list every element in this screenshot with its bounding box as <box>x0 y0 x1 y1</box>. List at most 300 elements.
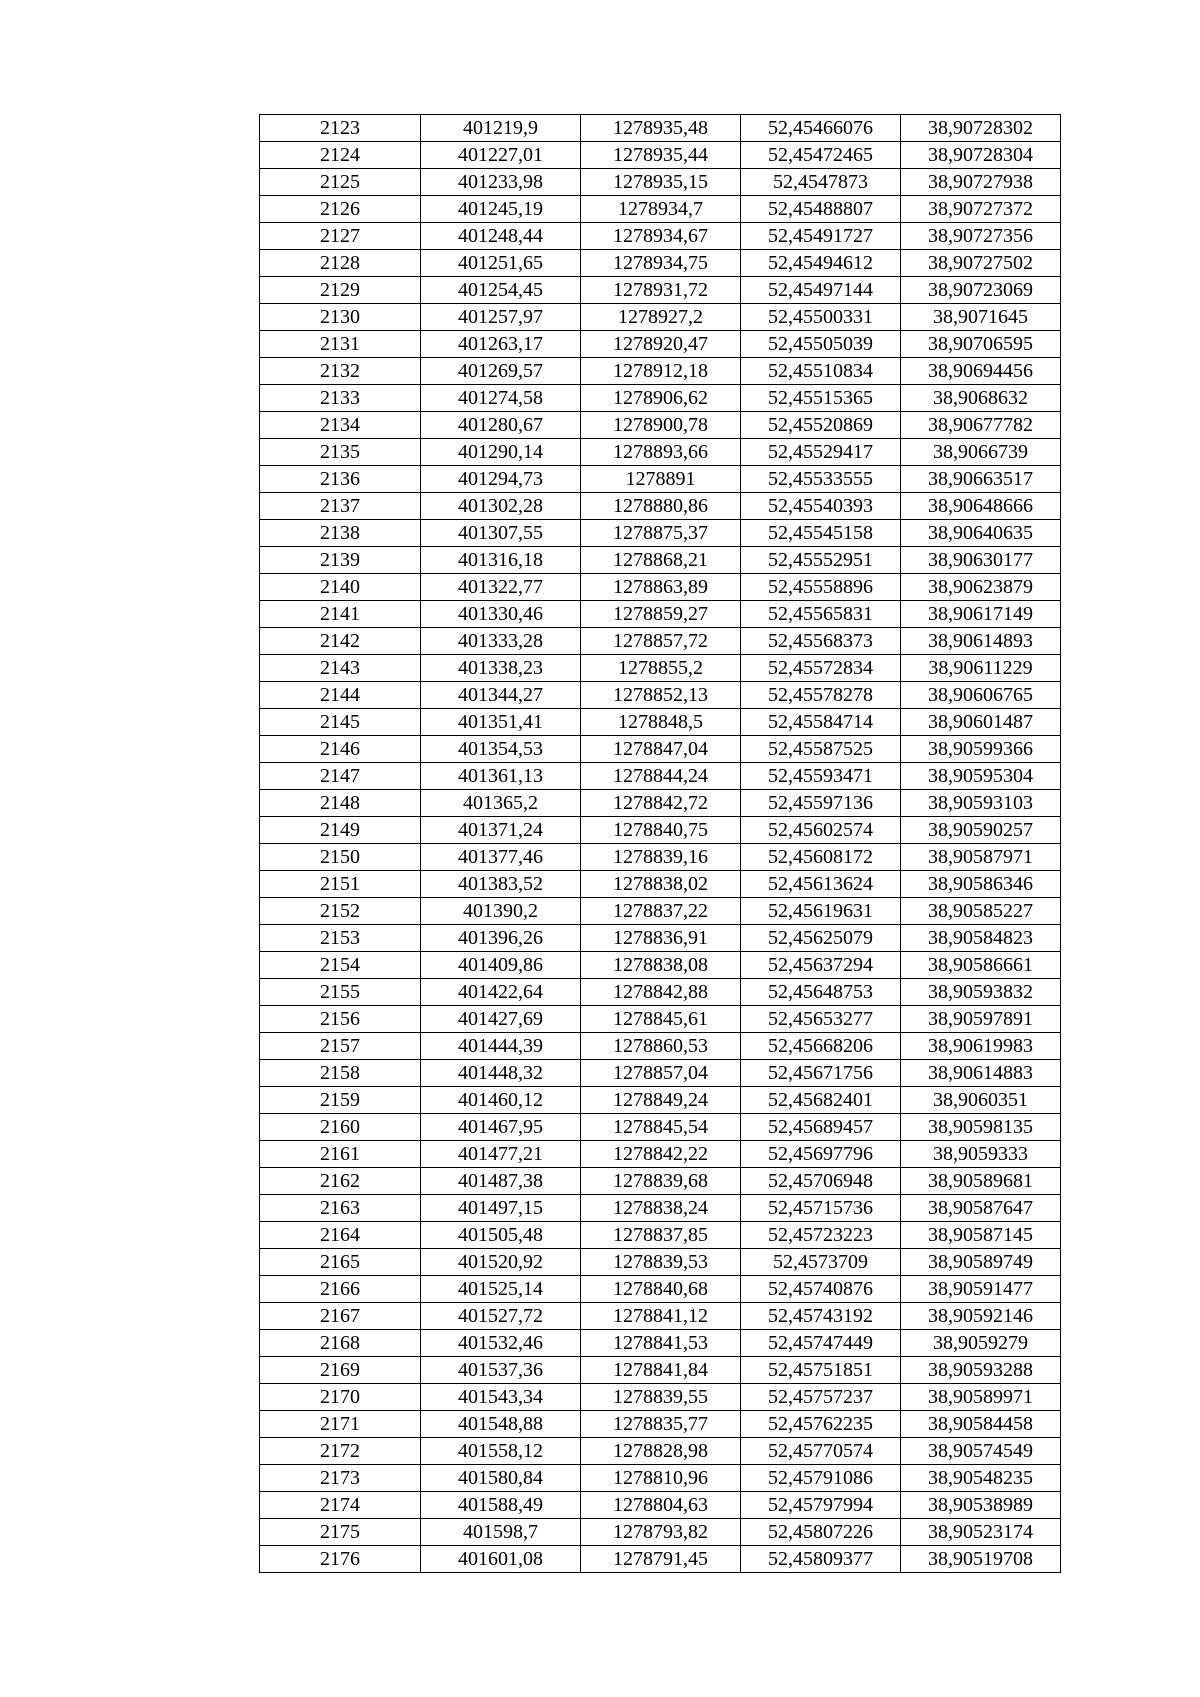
latitude-cell: 52,45515365 <box>741 385 901 412</box>
longitude-cell: 38,90727938 <box>901 169 1061 196</box>
longitude-cell: 38,90587971 <box>901 844 1061 871</box>
longitude-cell: 38,90587647 <box>901 1195 1061 1222</box>
longitude-cell: 38,90723069 <box>901 277 1061 304</box>
table-row <box>260 1519 1061 1546</box>
point-number-cell: 2133 <box>260 385 421 412</box>
latitude-cell: 52,45791086 <box>741 1465 901 1492</box>
point-number-cell: 2170 <box>260 1384 421 1411</box>
table-row <box>260 628 1061 655</box>
longitude-cell: 38,90586346 <box>901 871 1061 898</box>
table-row <box>260 1438 1061 1465</box>
point-number-cell: 2146 <box>260 736 421 763</box>
longitude-cell: 38,90728304 <box>901 142 1061 169</box>
y-coordinate-cell: 1278845,54 <box>581 1114 741 1141</box>
longitude-cell: 38,9071645 <box>901 304 1061 331</box>
x-coordinate-cell: 401257,97 <box>421 304 581 331</box>
x-coordinate-cell: 401294,73 <box>421 466 581 493</box>
x-coordinate-cell: 401371,24 <box>421 817 581 844</box>
point-number-cell: 2168 <box>260 1330 421 1357</box>
table-row <box>260 196 1061 223</box>
x-coordinate-cell: 401460,12 <box>421 1087 581 1114</box>
longitude-cell: 38,90599366 <box>901 736 1061 763</box>
y-coordinate-cell: 1278859,27 <box>581 601 741 628</box>
y-coordinate-cell: 1278841,12 <box>581 1303 741 1330</box>
y-coordinate-cell: 1278837,85 <box>581 1222 741 1249</box>
latitude-cell: 52,45488807 <box>741 196 901 223</box>
table-row <box>260 979 1061 1006</box>
table-row <box>260 1492 1061 1519</box>
table-row <box>260 1384 1061 1411</box>
x-coordinate-cell: 401233,98 <box>421 169 581 196</box>
table-row <box>260 952 1061 979</box>
x-coordinate-cell: 401467,95 <box>421 1114 581 1141</box>
longitude-cell: 38,90648666 <box>901 493 1061 520</box>
latitude-cell: 52,45584714 <box>741 709 901 736</box>
point-number-cell: 2160 <box>260 1114 421 1141</box>
table-row <box>260 277 1061 304</box>
longitude-cell: 38,90538989 <box>901 1492 1061 1519</box>
point-number-cell: 2153 <box>260 925 421 952</box>
x-coordinate-cell: 401338,23 <box>421 655 581 682</box>
x-coordinate-cell: 401377,46 <box>421 844 581 871</box>
table-row <box>260 925 1061 952</box>
latitude-cell: 52,4547873 <box>741 169 901 196</box>
table-row <box>260 1249 1061 1276</box>
y-coordinate-cell: 1278835,77 <box>581 1411 741 1438</box>
y-coordinate-cell: 1278841,53 <box>581 1330 741 1357</box>
x-coordinate-cell: 401269,57 <box>421 358 581 385</box>
latitude-cell: 52,45491727 <box>741 223 901 250</box>
point-number-cell: 2139 <box>260 547 421 574</box>
y-coordinate-cell: 1278934,7 <box>581 196 741 223</box>
y-coordinate-cell: 1278840,68 <box>581 1276 741 1303</box>
point-number-cell: 2161 <box>260 1141 421 1168</box>
point-number-cell: 2141 <box>260 601 421 628</box>
y-coordinate-cell: 1278934,67 <box>581 223 741 250</box>
longitude-cell: 38,90585227 <box>901 898 1061 925</box>
x-coordinate-cell: 401390,2 <box>421 898 581 925</box>
table-row <box>260 1411 1061 1438</box>
y-coordinate-cell: 1278852,13 <box>581 682 741 709</box>
point-number-cell: 2173 <box>260 1465 421 1492</box>
point-number-cell: 2163 <box>260 1195 421 1222</box>
x-coordinate-cell: 401290,14 <box>421 439 581 466</box>
latitude-cell: 52,45751851 <box>741 1357 901 1384</box>
table-row <box>260 601 1061 628</box>
table-row <box>260 358 1061 385</box>
latitude-cell: 52,45648753 <box>741 979 901 1006</box>
x-coordinate-cell: 401365,2 <box>421 790 581 817</box>
x-coordinate-cell: 401444,39 <box>421 1033 581 1060</box>
table-row <box>260 520 1061 547</box>
longitude-cell: 38,90614883 <box>901 1060 1061 1087</box>
x-coordinate-cell: 401227,01 <box>421 142 581 169</box>
latitude-cell: 52,45472465 <box>741 142 901 169</box>
y-coordinate-cell: 1278848,5 <box>581 709 741 736</box>
y-coordinate-cell: 1278793,82 <box>581 1519 741 1546</box>
longitude-cell: 38,90519708 <box>901 1546 1061 1573</box>
y-coordinate-cell: 1278935,48 <box>581 115 741 142</box>
y-coordinate-cell: 1278855,2 <box>581 655 741 682</box>
y-coordinate-cell: 1278828,98 <box>581 1438 741 1465</box>
longitude-cell: 38,90727502 <box>901 250 1061 277</box>
longitude-cell: 38,90630177 <box>901 547 1061 574</box>
y-coordinate-cell: 1278840,75 <box>581 817 741 844</box>
longitude-cell: 38,90586661 <box>901 952 1061 979</box>
y-coordinate-cell: 1278935,15 <box>581 169 741 196</box>
point-number-cell: 2129 <box>260 277 421 304</box>
coordinates-table-body <box>260 115 1061 1573</box>
latitude-cell: 52,45625079 <box>741 925 901 952</box>
x-coordinate-cell: 401520,92 <box>421 1249 581 1276</box>
x-coordinate-cell: 401280,67 <box>421 412 581 439</box>
latitude-cell: 52,45715736 <box>741 1195 901 1222</box>
x-coordinate-cell: 401344,27 <box>421 682 581 709</box>
table-row <box>260 1114 1061 1141</box>
point-number-cell: 2137 <box>260 493 421 520</box>
x-coordinate-cell: 401505,48 <box>421 1222 581 1249</box>
longitude-cell: 38,90584458 <box>901 1411 1061 1438</box>
y-coordinate-cell: 1278857,04 <box>581 1060 741 1087</box>
longitude-cell: 38,9068632 <box>901 385 1061 412</box>
y-coordinate-cell: 1278841,84 <box>581 1357 741 1384</box>
longitude-cell: 38,90606765 <box>901 682 1061 709</box>
longitude-cell: 38,90595304 <box>901 763 1061 790</box>
longitude-cell: 38,90589681 <box>901 1168 1061 1195</box>
y-coordinate-cell: 1278934,75 <box>581 250 741 277</box>
x-coordinate-cell: 401601,08 <box>421 1546 581 1573</box>
y-coordinate-cell: 1278839,16 <box>581 844 741 871</box>
x-coordinate-cell: 401598,7 <box>421 1519 581 1546</box>
table-row <box>260 385 1061 412</box>
table-row <box>260 1006 1061 1033</box>
y-coordinate-cell: 1278839,55 <box>581 1384 741 1411</box>
longitude-cell: 38,90617149 <box>901 601 1061 628</box>
point-number-cell: 2128 <box>260 250 421 277</box>
table-row <box>260 250 1061 277</box>
point-number-cell: 2158 <box>260 1060 421 1087</box>
longitude-cell: 38,9066739 <box>901 439 1061 466</box>
y-coordinate-cell: 1278893,66 <box>581 439 741 466</box>
longitude-cell: 38,90727356 <box>901 223 1061 250</box>
latitude-cell: 52,45807226 <box>741 1519 901 1546</box>
latitude-cell: 52,45565831 <box>741 601 901 628</box>
x-coordinate-cell: 401274,58 <box>421 385 581 412</box>
point-number-cell: 2172 <box>260 1438 421 1465</box>
longitude-cell: 38,90574549 <box>901 1438 1061 1465</box>
table-row <box>260 736 1061 763</box>
y-coordinate-cell: 1278842,22 <box>581 1141 741 1168</box>
table-row <box>260 547 1061 574</box>
x-coordinate-cell: 401316,18 <box>421 547 581 574</box>
table-row <box>260 1222 1061 1249</box>
x-coordinate-cell: 401322,77 <box>421 574 581 601</box>
longitude-cell: 38,90597891 <box>901 1006 1061 1033</box>
latitude-cell: 52,45497144 <box>741 277 901 304</box>
x-coordinate-cell: 401448,32 <box>421 1060 581 1087</box>
x-coordinate-cell: 401497,15 <box>421 1195 581 1222</box>
y-coordinate-cell: 1278849,24 <box>581 1087 741 1114</box>
x-coordinate-cell: 401361,13 <box>421 763 581 790</box>
latitude-cell: 52,45637294 <box>741 952 901 979</box>
y-coordinate-cell: 1278842,88 <box>581 979 741 1006</box>
latitude-cell: 52,45529417 <box>741 439 901 466</box>
table-row <box>260 1303 1061 1330</box>
latitude-cell: 52,45572834 <box>741 655 901 682</box>
point-number-cell: 2157 <box>260 1033 421 1060</box>
latitude-cell: 52,45668206 <box>741 1033 901 1060</box>
latitude-cell: 52,45613624 <box>741 871 901 898</box>
latitude-cell: 52,45653277 <box>741 1006 901 1033</box>
latitude-cell: 52,45533555 <box>741 466 901 493</box>
x-coordinate-cell: 401543,34 <box>421 1384 581 1411</box>
point-number-cell: 2166 <box>260 1276 421 1303</box>
table-row <box>260 1087 1061 1114</box>
point-number-cell: 2148 <box>260 790 421 817</box>
x-coordinate-cell: 401422,64 <box>421 979 581 1006</box>
x-coordinate-cell: 401354,53 <box>421 736 581 763</box>
y-coordinate-cell: 1278845,61 <box>581 1006 741 1033</box>
x-coordinate-cell: 401548,88 <box>421 1411 581 1438</box>
x-coordinate-cell: 401245,19 <box>421 196 581 223</box>
latitude-cell: 52,45520869 <box>741 412 901 439</box>
latitude-cell: 52,45608172 <box>741 844 901 871</box>
latitude-cell: 52,45494612 <box>741 250 901 277</box>
x-coordinate-cell: 401558,12 <box>421 1438 581 1465</box>
x-coordinate-cell: 401248,44 <box>421 223 581 250</box>
point-number-cell: 2144 <box>260 682 421 709</box>
table-row <box>260 1357 1061 1384</box>
longitude-cell: 38,90640635 <box>901 520 1061 547</box>
table-row <box>260 439 1061 466</box>
longitude-cell: 38,90584823 <box>901 925 1061 952</box>
longitude-cell: 38,90694456 <box>901 358 1061 385</box>
x-coordinate-cell: 401588,49 <box>421 1492 581 1519</box>
x-coordinate-cell: 401330,46 <box>421 601 581 628</box>
point-number-cell: 2150 <box>260 844 421 871</box>
x-coordinate-cell: 401307,55 <box>421 520 581 547</box>
latitude-cell: 52,45671756 <box>741 1060 901 1087</box>
point-number-cell: 2132 <box>260 358 421 385</box>
y-coordinate-cell: 1278880,86 <box>581 493 741 520</box>
longitude-cell: 38,90677782 <box>901 412 1061 439</box>
point-number-cell: 2167 <box>260 1303 421 1330</box>
longitude-cell: 38,90591477 <box>901 1276 1061 1303</box>
table-row <box>260 1033 1061 1060</box>
x-coordinate-cell: 401333,28 <box>421 628 581 655</box>
y-coordinate-cell: 1278837,22 <box>581 898 741 925</box>
y-coordinate-cell: 1278906,62 <box>581 385 741 412</box>
point-number-cell: 2175 <box>260 1519 421 1546</box>
latitude-cell: 52,45762235 <box>741 1411 901 1438</box>
point-number-cell: 2151 <box>260 871 421 898</box>
latitude-cell: 52,45797994 <box>741 1492 901 1519</box>
y-coordinate-cell: 1278804,63 <box>581 1492 741 1519</box>
y-coordinate-cell: 1278891 <box>581 466 741 493</box>
point-number-cell: 2130 <box>260 304 421 331</box>
table-row <box>260 1465 1061 1492</box>
table-row <box>260 898 1061 925</box>
longitude-cell: 38,90601487 <box>901 709 1061 736</box>
table-row <box>260 493 1061 520</box>
longitude-cell: 38,90598135 <box>901 1114 1061 1141</box>
table-row <box>260 223 1061 250</box>
longitude-cell: 38,90589971 <box>901 1384 1061 1411</box>
longitude-cell: 38,90611229 <box>901 655 1061 682</box>
point-number-cell: 2159 <box>260 1087 421 1114</box>
point-number-cell: 2145 <box>260 709 421 736</box>
longitude-cell: 38,90593288 <box>901 1357 1061 1384</box>
longitude-cell: 38,90728302 <box>901 115 1061 142</box>
table-row <box>260 169 1061 196</box>
x-coordinate-cell: 401383,52 <box>421 871 581 898</box>
point-number-cell: 2140 <box>260 574 421 601</box>
x-coordinate-cell: 401351,41 <box>421 709 581 736</box>
point-number-cell: 2165 <box>260 1249 421 1276</box>
table-row <box>260 1330 1061 1357</box>
latitude-cell: 52,45568373 <box>741 628 901 655</box>
table-row <box>260 1276 1061 1303</box>
point-number-cell: 2171 <box>260 1411 421 1438</box>
point-number-cell: 2124 <box>260 142 421 169</box>
x-coordinate-cell: 401487,38 <box>421 1168 581 1195</box>
latitude-cell: 52,45578278 <box>741 682 901 709</box>
y-coordinate-cell: 1278935,44 <box>581 142 741 169</box>
table-row <box>260 331 1061 358</box>
latitude-cell: 52,45552951 <box>741 547 901 574</box>
point-number-cell: 2143 <box>260 655 421 682</box>
latitude-cell: 52,45747449 <box>741 1330 901 1357</box>
x-coordinate-cell: 401254,45 <box>421 277 581 304</box>
y-coordinate-cell: 1278844,24 <box>581 763 741 790</box>
point-number-cell: 2156 <box>260 1006 421 1033</box>
point-number-cell: 2135 <box>260 439 421 466</box>
latitude-cell: 52,45466076 <box>741 115 901 142</box>
longitude-cell: 38,90706595 <box>901 331 1061 358</box>
longitude-cell: 38,90589749 <box>901 1249 1061 1276</box>
longitude-cell: 38,9059279 <box>901 1330 1061 1357</box>
y-coordinate-cell: 1278836,91 <box>581 925 741 952</box>
latitude-cell: 52,45587525 <box>741 736 901 763</box>
y-coordinate-cell: 1278875,37 <box>581 520 741 547</box>
y-coordinate-cell: 1278839,53 <box>581 1249 741 1276</box>
x-coordinate-cell: 401427,69 <box>421 1006 581 1033</box>
longitude-cell: 38,90663517 <box>901 466 1061 493</box>
latitude-cell: 52,45619631 <box>741 898 901 925</box>
table-row <box>260 790 1061 817</box>
point-number-cell: 2149 <box>260 817 421 844</box>
table-row <box>260 142 1061 169</box>
x-coordinate-cell: 401409,86 <box>421 952 581 979</box>
point-number-cell: 2138 <box>260 520 421 547</box>
table-row <box>260 871 1061 898</box>
table-row <box>260 709 1061 736</box>
latitude-cell: 52,45723223 <box>741 1222 901 1249</box>
x-coordinate-cell: 401537,36 <box>421 1357 581 1384</box>
point-number-cell: 2174 <box>260 1492 421 1519</box>
point-number-cell: 2142 <box>260 628 421 655</box>
x-coordinate-cell: 401477,21 <box>421 1141 581 1168</box>
y-coordinate-cell: 1278847,04 <box>581 736 741 763</box>
point-number-cell: 2154 <box>260 952 421 979</box>
longitude-cell: 38,9060351 <box>901 1087 1061 1114</box>
latitude-cell: 52,45682401 <box>741 1087 901 1114</box>
point-number-cell: 2147 <box>260 763 421 790</box>
latitude-cell: 52,45697796 <box>741 1141 901 1168</box>
y-coordinate-cell: 1278863,89 <box>581 574 741 601</box>
longitude-cell: 38,90593832 <box>901 979 1061 1006</box>
table-row <box>260 466 1061 493</box>
table-row <box>260 115 1061 142</box>
table-row <box>260 1168 1061 1195</box>
point-number-cell: 2125 <box>260 169 421 196</box>
longitude-cell: 38,90727372 <box>901 196 1061 223</box>
table-row <box>260 763 1061 790</box>
table-row <box>260 1546 1061 1573</box>
latitude-cell: 52,45500331 <box>741 304 901 331</box>
table-row <box>260 574 1061 601</box>
point-number-cell: 2131 <box>260 331 421 358</box>
longitude-cell: 38,9059333 <box>901 1141 1061 1168</box>
longitude-cell: 38,90523174 <box>901 1519 1061 1546</box>
point-number-cell: 2134 <box>260 412 421 439</box>
coordinates-table <box>259 114 1061 1573</box>
longitude-cell: 38,90614893 <box>901 628 1061 655</box>
table-row <box>260 1060 1061 1087</box>
longitude-cell: 38,90619983 <box>901 1033 1061 1060</box>
x-coordinate-cell: 401525,14 <box>421 1276 581 1303</box>
latitude-cell: 52,45743192 <box>741 1303 901 1330</box>
x-coordinate-cell: 401263,17 <box>421 331 581 358</box>
y-coordinate-cell: 1278860,53 <box>581 1033 741 1060</box>
longitude-cell: 38,90592146 <box>901 1303 1061 1330</box>
point-number-cell: 2162 <box>260 1168 421 1195</box>
y-coordinate-cell: 1278868,21 <box>581 547 741 574</box>
latitude-cell: 52,45770574 <box>741 1438 901 1465</box>
table-row <box>260 817 1061 844</box>
table-row <box>260 682 1061 709</box>
table-row <box>260 844 1061 871</box>
latitude-cell: 52,4573709 <box>741 1249 901 1276</box>
y-coordinate-cell: 1278931,72 <box>581 277 741 304</box>
latitude-cell: 52,45510834 <box>741 358 901 385</box>
x-coordinate-cell: 401532,46 <box>421 1330 581 1357</box>
x-coordinate-cell: 401396,26 <box>421 925 581 952</box>
x-coordinate-cell: 401251,65 <box>421 250 581 277</box>
x-coordinate-cell: 401302,28 <box>421 493 581 520</box>
y-coordinate-cell: 1278838,02 <box>581 871 741 898</box>
latitude-cell: 52,45740876 <box>741 1276 901 1303</box>
y-coordinate-cell: 1278900,78 <box>581 412 741 439</box>
table-row <box>260 1195 1061 1222</box>
y-coordinate-cell: 1278791,45 <box>581 1546 741 1573</box>
point-number-cell: 2136 <box>260 466 421 493</box>
latitude-cell: 52,45540393 <box>741 493 901 520</box>
x-coordinate-cell: 401527,72 <box>421 1303 581 1330</box>
latitude-cell: 52,45505039 <box>741 331 901 358</box>
point-number-cell: 2127 <box>260 223 421 250</box>
table-row <box>260 304 1061 331</box>
y-coordinate-cell: 1278920,47 <box>581 331 741 358</box>
point-number-cell: 2123 <box>260 115 421 142</box>
latitude-cell: 52,45545158 <box>741 520 901 547</box>
longitude-cell: 38,90587145 <box>901 1222 1061 1249</box>
latitude-cell: 52,45809377 <box>741 1546 901 1573</box>
y-coordinate-cell: 1278810,96 <box>581 1465 741 1492</box>
y-coordinate-cell: 1278927,2 <box>581 304 741 331</box>
table-row <box>260 1141 1061 1168</box>
y-coordinate-cell: 1278912,18 <box>581 358 741 385</box>
